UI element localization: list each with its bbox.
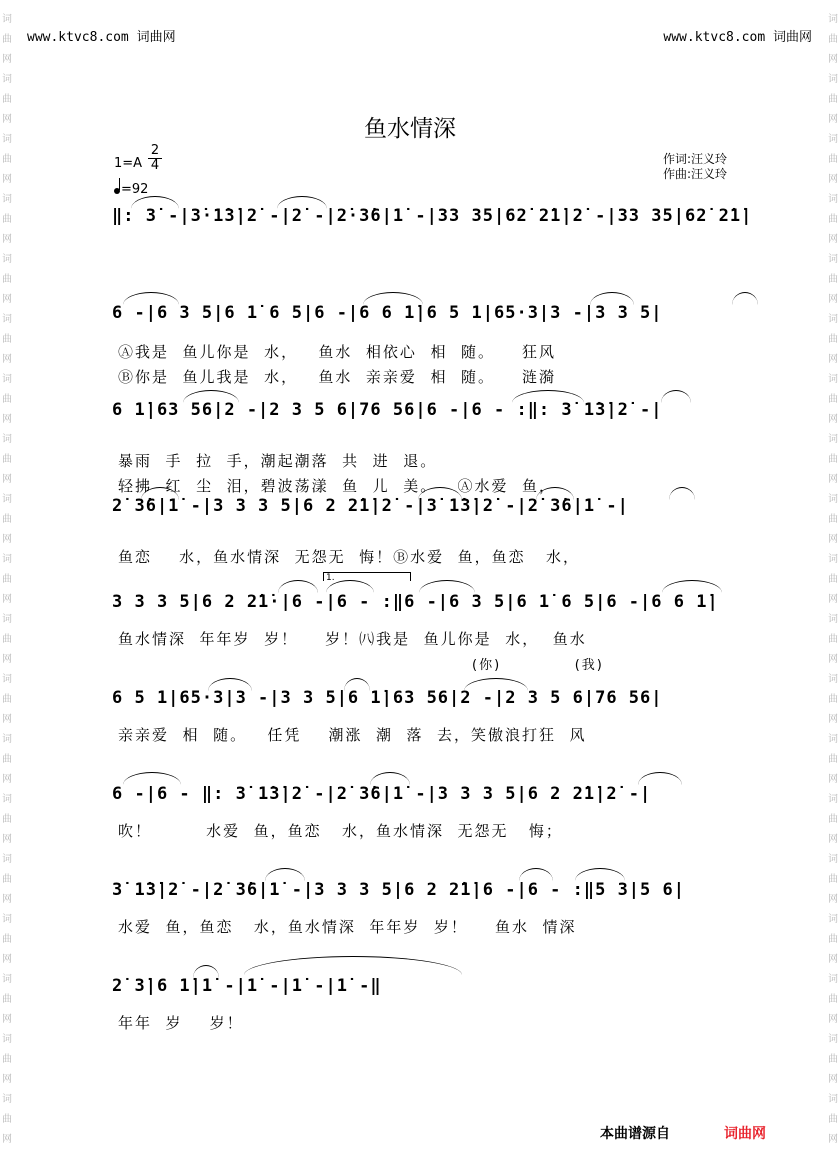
slur bbox=[519, 868, 553, 881]
site-name-right[interactable]: 词曲网 bbox=[772, 30, 812, 45]
site-url-link[interactable]: www.ktvc8.com bbox=[27, 30, 129, 45]
lyric-line: 亲亲爱 相 随。 任凭 潮涨 潮 落 去，笑傲浪打狂 风 bbox=[118, 726, 587, 744]
slur bbox=[464, 678, 528, 691]
time-signature bbox=[148, 144, 162, 173]
source-label: 本曲谱源自 bbox=[600, 1126, 670, 1142]
slur bbox=[512, 390, 584, 403]
song-title: 鱼水情深 bbox=[364, 116, 456, 142]
score-row-4: 2̇ 3̇6|1̇ -|3 3 3 5|6 2 2̇1̇|2̇ -|3̇ 1̇3̇|2̇ -|2̇ 3̇6|1̇ -| bbox=[112, 496, 629, 516]
slur bbox=[662, 580, 722, 593]
score-row-7: 6 -|6 - ‖: 3̇ 1̇3̇|2̇ -|2̇ 3̇6|1̇ -|3 3 3 5|6 2 2̇1̇|2̇ -| bbox=[112, 784, 652, 804]
lyric-line: 年年 岁 岁！ bbox=[118, 1014, 244, 1032]
score-row-8: 3̇ 1̇3̇|2̇ -|2̇ 3̇6|1̇ -|3 3 3 5|6 2 2̇1̇|6 -|6 - :‖5 3|5 6| bbox=[112, 880, 685, 900]
lyric-alt-words: (你) (我) bbox=[472, 658, 604, 673]
lyric-line: 鱼恋 水，鱼水情深 无怨无 悔！Ⓑ水爱 鱼，鱼恋 水， bbox=[118, 548, 580, 566]
score-row-6: 6 5 1|65·3|3 -|3 3 5|6 1̇|63 56|2 -|2 3 5 6|76 56| bbox=[112, 688, 663, 708]
key-signature: 1=A bbox=[114, 156, 143, 171]
note-stem bbox=[119, 178, 120, 190]
slur bbox=[183, 390, 239, 403]
tempo-value: =92 bbox=[121, 182, 149, 197]
tempo-mark bbox=[114, 181, 148, 197]
side-watermark-right: 词曲网词曲网词曲网词曲网词曲网词曲网词曲网词曲网词曲网词曲网词曲网词曲网词曲网词曲网词曲网词曲网词曲网词曲网词曲网 bbox=[828, 14, 838, 1145]
score-row-9: 2̇ 3̇|6 1̇|1̇ -|1̇ -|1̇ -|1̇ -‖ bbox=[112, 976, 382, 996]
score-row-2: 6 -|6 3 5|6 1̇ 6 5|6 -|6 6 1̇|6 5 1|65·3|3 -|3 3 5| bbox=[112, 303, 663, 323]
lyric-line: 吹！ 水爱 鱼，鱼恋 水，鱼水情深 无怨无 悔； bbox=[118, 822, 563, 840]
slur bbox=[732, 292, 758, 305]
lyric-line: 暴雨 手 拉 手，潮起潮落 共 进 退。 bbox=[118, 452, 438, 470]
slur bbox=[123, 292, 179, 305]
header-site-left[interactable] bbox=[27, 26, 176, 45]
slur bbox=[370, 772, 410, 785]
slur bbox=[131, 196, 179, 209]
first-ending-bracket: 1. bbox=[323, 572, 411, 581]
slur bbox=[277, 196, 327, 209]
slur bbox=[419, 580, 475, 593]
slur bbox=[208, 678, 252, 691]
slur bbox=[638, 772, 682, 785]
lyric-line: Ⓐ我是 鱼儿你是 水， 鱼水 相依心 相 随。 狂风 bbox=[118, 343, 557, 361]
time-top: 2 bbox=[150, 143, 160, 158]
slur bbox=[278, 580, 318, 593]
slur bbox=[575, 868, 625, 881]
side-watermark-left: 词曲网词曲网词曲网词曲网词曲网词曲网词曲网词曲网词曲网词曲网词曲网词曲网词曲网词曲网词曲网词曲网词曲网词曲网词曲网 bbox=[2, 14, 12, 1145]
slur bbox=[123, 772, 181, 785]
score-row-5: 3 3 3 5|6 2 2̇1̇·|6 -|6 - :‖6 -|6 3 5|6 1̇ 6 5|6 -|6 6 1̇| bbox=[112, 592, 719, 612]
site-url-link-right[interactable]: www.ktvc8.com bbox=[663, 30, 766, 45]
credits bbox=[663, 152, 727, 182]
lyric-line: 鱼水情深 年年岁 岁！ 岁！㈧我是 鱼儿你是 水， 鱼水 bbox=[118, 630, 587, 648]
lyric-line: Ⓑ你是 鱼儿我是 水， 鱼水 亲亲爱 相 随。 涟漪 bbox=[118, 368, 557, 386]
composer: 作曲:汪义玲 bbox=[663, 167, 728, 181]
score-row-1: ‖: 3̇ -|3̇·1̇3̇|2̇ -|2̇ -|2̇·3̇6|1̇ -|33 35|62̇ 2̇1̇|2̇ -|33 35|62̇ 2̇1̇| bbox=[112, 206, 753, 226]
source-credit[interactable] bbox=[600, 1123, 766, 1143]
slur bbox=[193, 965, 219, 978]
site-name[interactable]: 词曲网 bbox=[136, 30, 176, 45]
slur bbox=[363, 292, 423, 305]
time-bottom: 4 bbox=[148, 158, 162, 173]
slur bbox=[344, 678, 370, 691]
slur bbox=[661, 390, 691, 403]
lyric-line: 水爱 鱼，鱼恋 水，鱼水情深 年年岁 岁！ 鱼水 情深 bbox=[118, 918, 577, 936]
source-brand-link[interactable]: 词曲网 bbox=[724, 1126, 766, 1142]
slur bbox=[265, 868, 305, 881]
tie bbox=[244, 956, 462, 975]
score-row-3: 6 1̇|63 56|2 -|2 3 5 6|76 56|6 -|6 - :‖: 3̇ 1̇3̇|2̇ -| bbox=[112, 400, 663, 420]
header-site-right[interactable] bbox=[663, 26, 812, 45]
lyricist: 作词:汪义玲 bbox=[663, 152, 728, 166]
lyric-line: 轻拂 红 尘 泪，碧波荡漾 鱼 儿 美。 Ⓐ水爱 鱼， bbox=[118, 477, 557, 495]
slur bbox=[590, 292, 634, 305]
